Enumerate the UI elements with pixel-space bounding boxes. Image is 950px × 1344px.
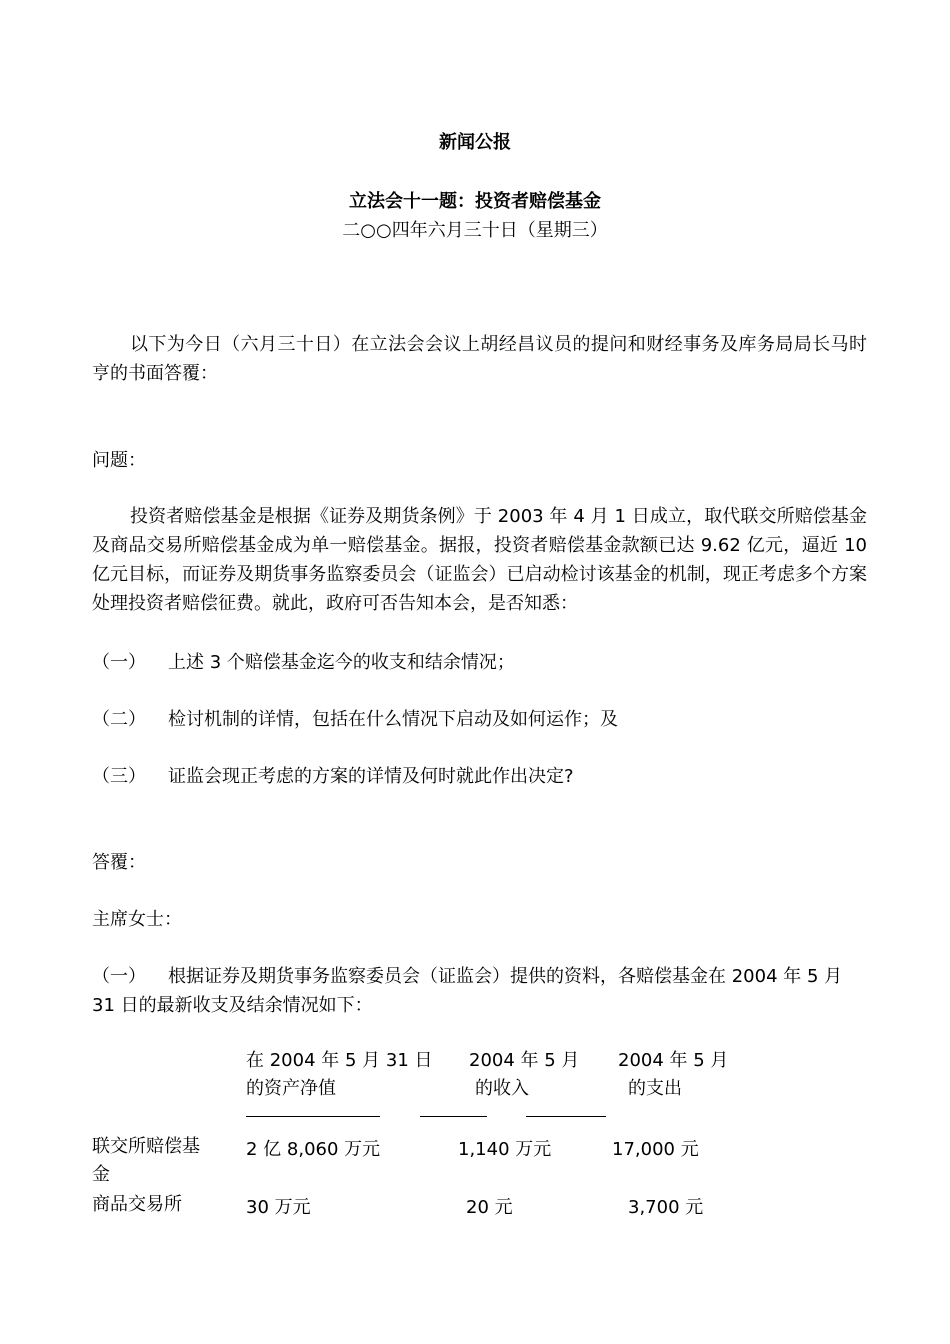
table-cell: 2 亿 8,060 万元: [246, 1139, 381, 1160]
question-body: 投资者赔偿基金是根据《证券及期货条例》于 2003 年 4 月 1 日成立，取代联交所赔偿基金及商品交易所赔偿基金成为单一赔偿基金。据报，投资者赔偿基金款额已达 9.62 亿元，逼近 10 亿元目标，而证券及期货事务监察委员会（证监会）已启动检讨该基金的机制，现正考虑多个方案处理投资者赔偿征费。就此，政府可否告知本会，是否知悉：: [92, 506, 867, 614]
header-line: 的收入: [475, 1078, 529, 1099]
table-cell: 3,700 元: [628, 1197, 704, 1218]
salutation: 主席女士：: [92, 909, 182, 930]
list-text: 上述 3 个赔偿基金迄今的收支和结余情况；: [168, 652, 515, 673]
table-cell: 1,140 万元: [458, 1139, 552, 1160]
list-marker: （一）: [92, 652, 146, 673]
header-underline: [420, 1116, 487, 1117]
table-header-expenditure: [618, 1047, 728, 1103]
intro-paragraph: 以下为今日（六月三十日）在立法会会议上胡经昌议员的提问和财经事务及库务局局长马时亨的书面答覆：: [92, 334, 867, 384]
answer-heading: 答覆：: [92, 852, 146, 873]
table-cell: 20 元: [466, 1197, 513, 1218]
table-cell: 30 万元: [246, 1197, 311, 1218]
release-date: 二○○四年六月三十日（星期三）: [342, 220, 608, 241]
header-underline: [246, 1116, 380, 1117]
header-line: 的资产净值: [246, 1078, 336, 1099]
answer-item-1: [92, 962, 867, 1020]
row-label: 商品交易所: [92, 1194, 182, 1215]
table-cell: 17,000 元: [612, 1139, 699, 1160]
list-marker: （三）: [92, 766, 146, 787]
list-text: 检讨机制的详情，包括在什么情况下启动及如何运作；及: [168, 709, 618, 730]
header-underline: [526, 1116, 606, 1117]
page-title: 立法会十一题：投资者赔偿基金: [349, 191, 601, 212]
row-label: 联交所赔偿基金: [92, 1136, 200, 1185]
table-header-net-assets: [246, 1047, 433, 1103]
answer-item-1-text: 根据证券及期货事务监察委员会（证监会）提供的资料，各赔偿基金在 2004 年 5 月 31 日的最新收支及结余情况如下：: [92, 966, 843, 1016]
release-label: 新闻公报: [439, 132, 511, 153]
table-header-income: [469, 1047, 579, 1103]
header-line: 在 2004 年 5 月 31 日: [246, 1050, 433, 1071]
list-marker: （一）: [92, 966, 146, 987]
list-text: 证监会现正考虑的方案的详情及何时就此作出决定?: [168, 766, 574, 787]
header-line: 2004 年 5 月: [469, 1050, 580, 1071]
header-line: 2004 年 5 月: [618, 1050, 729, 1071]
header-line: 的支出: [628, 1078, 682, 1099]
question-heading: 问题：: [92, 450, 146, 471]
list-marker: （二）: [92, 709, 146, 730]
